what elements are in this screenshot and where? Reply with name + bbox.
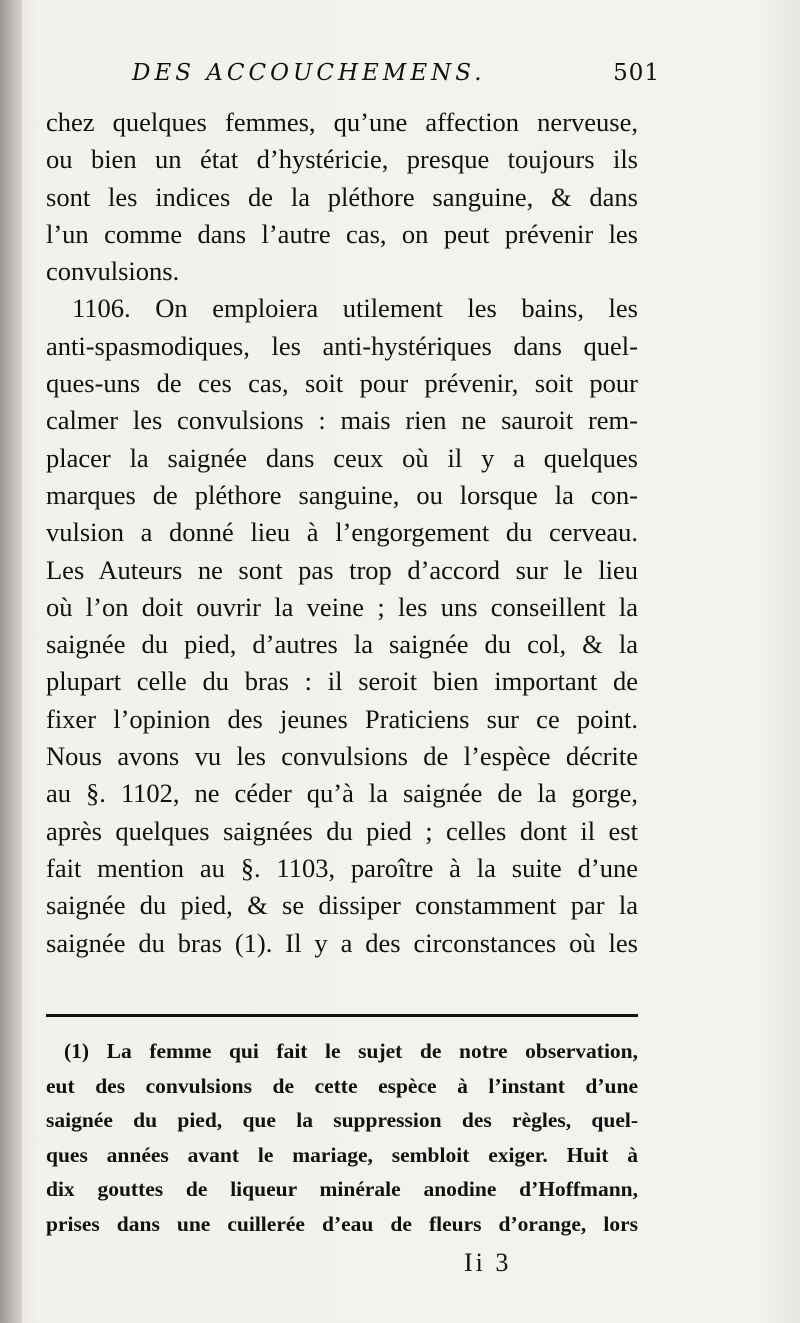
footnote-separator xyxy=(46,1014,638,1017)
text-line: fixer l’opinion des jeunes Praticiens sur ce point. xyxy=(46,703,638,734)
text-line: marques de pléthore sanguine, ou lorsque la con- xyxy=(46,479,638,510)
text-line: ques-uns de ces cas, soit pour prévenir, soit pour xyxy=(46,368,638,399)
text-line: calmer les convulsions : mais rien ne sauroit rem- xyxy=(46,405,638,436)
footnote-line: prises dans une cuillerée d’eau de fleurs d’orange, lors xyxy=(46,1211,638,1236)
text-line: saignée du pied, & se dissiper constamment par la xyxy=(46,890,638,921)
text-line: saignée du bras (1). Il y a des circonstances où les xyxy=(46,927,638,958)
text-line: chez quelques femmes, qu’une affection nerveuse, xyxy=(46,107,638,137)
binding-shadow xyxy=(0,0,22,1323)
footnote-line: (1) La femme qui fait le sujet de notre observation, xyxy=(64,1039,638,1063)
footnote-line: dix gouttes de liqueur minérale anodine d’Hoffmann, xyxy=(46,1177,638,1202)
text-line: Les Auteurs ne sont pas trop d’accord sur le lieu xyxy=(46,554,638,585)
footnote-line: ques années avant le mariage, sembloit exiger. Huit à xyxy=(46,1142,638,1167)
footnote xyxy=(46,1034,638,1242)
text-line: plupart celle du bras : il seroit bien important de xyxy=(46,666,638,697)
text-line: où l’on doit ouvrir la veine ; les uns conseillent la xyxy=(46,591,638,622)
running-title: DES ACCOUCHEMENS. xyxy=(132,60,486,86)
text-line: au §. 1102, ne céder qu’à la saignée de la gorge, xyxy=(46,778,638,809)
footnote-line: saignée du pied, que la suppression des règles, quel- xyxy=(46,1108,638,1133)
text-line: saignée du pied, d’autres la saignée du col, & la xyxy=(46,629,638,660)
text-line: sont les indices de la pléthore sanguine, & dans xyxy=(46,181,638,212)
text-line: placer la saignée dans ceux où il y a quelques xyxy=(46,442,638,473)
text-line: vulsion a donné lieu à l’engorgement du cerveau. xyxy=(46,517,638,548)
text-line: après quelques saignées du pied ; celles dont il est xyxy=(46,815,638,846)
page-number: 501 xyxy=(613,60,660,86)
text-line: anti-spasmodiques, les anti-hystériques dans quel- xyxy=(46,330,638,361)
footnote-line: eut des convulsions de cette espèce à l’instant d’une xyxy=(46,1073,638,1098)
text-line: convulsions. xyxy=(46,256,180,287)
text-line: 1106. On emploiera utilement les bains, les xyxy=(72,293,638,324)
text-line: l’un comme dans l’autre cas, on peut prévenir les xyxy=(46,218,638,249)
main-text xyxy=(46,104,638,962)
text-line: ou bien un état d’hystéricie, presque toujours ils xyxy=(46,144,638,175)
text-line: fait mention au §. 1103, paroître à la suite d’une xyxy=(46,852,638,883)
text-line: Nous avons vu les convulsions de l’espèce décrite xyxy=(46,741,638,772)
signature-mark: Ii 3 xyxy=(464,1248,512,1277)
running-header xyxy=(120,56,660,96)
